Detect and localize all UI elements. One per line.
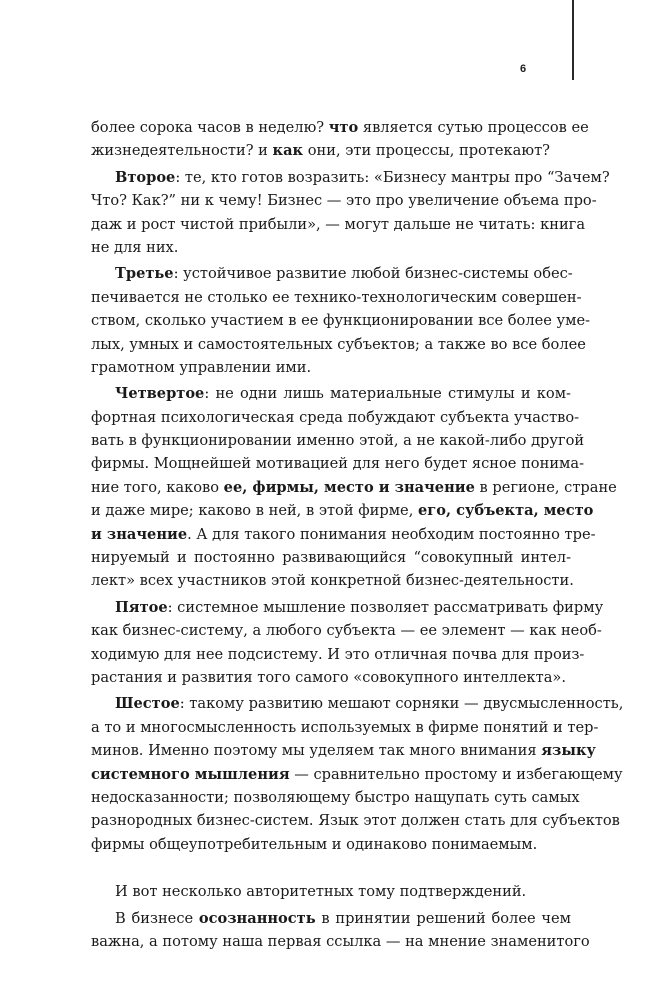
text-line [91, 382, 571, 405]
text-line [91, 692, 624, 715]
text-run: растания и развития того самого «совокупного интеллекта». [91, 668, 566, 686]
body-text [91, 116, 624, 953]
bold-text-run: языку [541, 742, 596, 760]
page-number: 6 [520, 63, 527, 75]
bold-text-run: Второе [115, 168, 176, 186]
bold-text-run: Четвертое [115, 385, 205, 403]
text-line [91, 406, 580, 429]
paragraph [91, 166, 610, 260]
text-line [91, 213, 586, 236]
text-line [91, 139, 571, 162]
text-line [91, 333, 586, 356]
text-run: В бизнесе [115, 909, 199, 927]
bold-text-run: его, субъекта, место [417, 502, 594, 520]
text-run: И вот несколько авторитетных тому подтверждений. [115, 883, 527, 901]
paragraph [91, 116, 589, 163]
text-line [91, 546, 571, 569]
text-run: фортная психологическая среда побуждают субъекта участво- [91, 408, 580, 426]
text-line [91, 739, 596, 762]
text-run: лект» всех участников этой конкретной бизнес-деятельности. [91, 572, 574, 590]
bold-text-run: Пятое [115, 598, 168, 616]
text-run: : не одни лишь материальные стимулы и ком- [204, 385, 571, 403]
text-run: . А для такого понимания необходим постоянно тре- [187, 525, 596, 543]
text-run: : системное мышление позволяет рассматривать фирму [167, 598, 604, 616]
text-run: важна, а потому наша первая ссылка — на мнение знаменитого [91, 932, 590, 950]
text-run: фирмы общеупотребительным и одинаково понимаемым. [91, 835, 538, 853]
text-run: — сравнительно простому и избегающему [289, 765, 623, 783]
text-run: нируемый и постоянно развивающийся “совокупный интел- [91, 549, 571, 567]
text-run: Что? Как?” ни к чему! Бизнес — это про увеличение объема про- [91, 192, 597, 210]
text-line [91, 809, 620, 832]
text-run: ходимую для нее подсистему. И это отличная почва для произ- [91, 645, 585, 663]
text-run: в принятии решений более чем [315, 909, 571, 927]
text-line [91, 116, 589, 139]
text-run: фирмы. Мощнейшей мотивацией для него будет ясное понима- [91, 455, 585, 473]
text-line [91, 786, 580, 809]
text-line [91, 356, 571, 379]
bold-text-run: Третье [115, 265, 174, 283]
text-line [91, 499, 594, 522]
bold-text-run: ее, фирмы, место и значение [223, 478, 475, 496]
text-run: : устойчивое развитие любой бизнес-системы обес- [173, 265, 573, 283]
paragraph [91, 692, 624, 856]
text-line [91, 716, 599, 739]
text-line [91, 452, 585, 475]
text-line [91, 643, 585, 666]
text-run: и даже мире; каково в ней, в этой фирме, [91, 502, 418, 520]
text-line [91, 476, 617, 499]
text-line [91, 569, 574, 592]
bold-text-run: что [328, 119, 359, 136]
text-line [91, 262, 571, 285]
text-line [91, 286, 582, 309]
text-line [91, 880, 571, 903]
text-line [91, 596, 604, 619]
text-line [91, 833, 571, 856]
text-run: недосказанности; позволяющему быстро нащупать суть самых [91, 788, 580, 806]
text-line [91, 907, 571, 930]
text-line [91, 619, 602, 642]
text-line [91, 189, 597, 212]
bold-text-run: и значение [91, 525, 188, 543]
paragraph [91, 907, 590, 954]
text-run: : такому развитию мешают сорняки — двусмысленность, [179, 695, 624, 713]
text-run: более сорока часов в неделю? [91, 119, 329, 136]
bold-text-run: Шестое [115, 695, 180, 713]
page-edge-rule [572, 0, 574, 80]
text-run: : те, кто готов возразить: «Бизнесу мантры про “Зачем? [175, 168, 610, 186]
text-run: даж и рост чистой прибыли», — могут дальше не читать: книга [91, 215, 586, 233]
text-line [91, 666, 571, 689]
bold-text-run: как [272, 142, 304, 160]
text-line [91, 763, 623, 786]
text-line [91, 523, 596, 546]
text-run: ством, сколько участием в ее функционировании все более уме- [91, 312, 591, 330]
paragraph [91, 382, 617, 593]
text-line [91, 166, 610, 189]
text-run: грамотном управлении ими. [91, 358, 312, 376]
text-line [91, 930, 590, 953]
text-run: в регионе, стране [474, 478, 617, 496]
text-run: лых, умных и самостоятельных субъектов; а также во все более [91, 335, 586, 353]
paragraph [91, 880, 571, 903]
text-run: как бизнес-систему, а любого субъекта — ее элемент — как необ- [91, 622, 602, 640]
text-line [91, 236, 571, 259]
text-run: не для них. [91, 238, 179, 256]
text-line [91, 309, 591, 332]
text-run: разнородных бизнес-систем. Язык этот должен стать для субъектов [91, 812, 620, 830]
text-run: а то и многосмысленность используемых в фирме понятий и тер- [91, 718, 599, 736]
paragraph [91, 596, 604, 690]
text-run: они, эти процессы, протекают? [303, 142, 550, 160]
bold-text-run: осознанность [198, 909, 316, 927]
text-run: минов. Именно поэтому мы уделяем так много внимания [91, 742, 542, 760]
paragraph [91, 262, 591, 379]
text-run: печивается не столько ее технико-технологическим совершен- [91, 288, 582, 306]
text-run: является сутью процессов ее [358, 119, 589, 136]
text-run: вать в функционировании именно этой, а не какой-либо другой [91, 432, 585, 450]
text-run: жизнедеятельности? и [91, 142, 273, 160]
bold-text-run: системного мышления [91, 765, 290, 783]
text-run: ние того, каково [91, 478, 224, 496]
text-line [91, 429, 585, 452]
